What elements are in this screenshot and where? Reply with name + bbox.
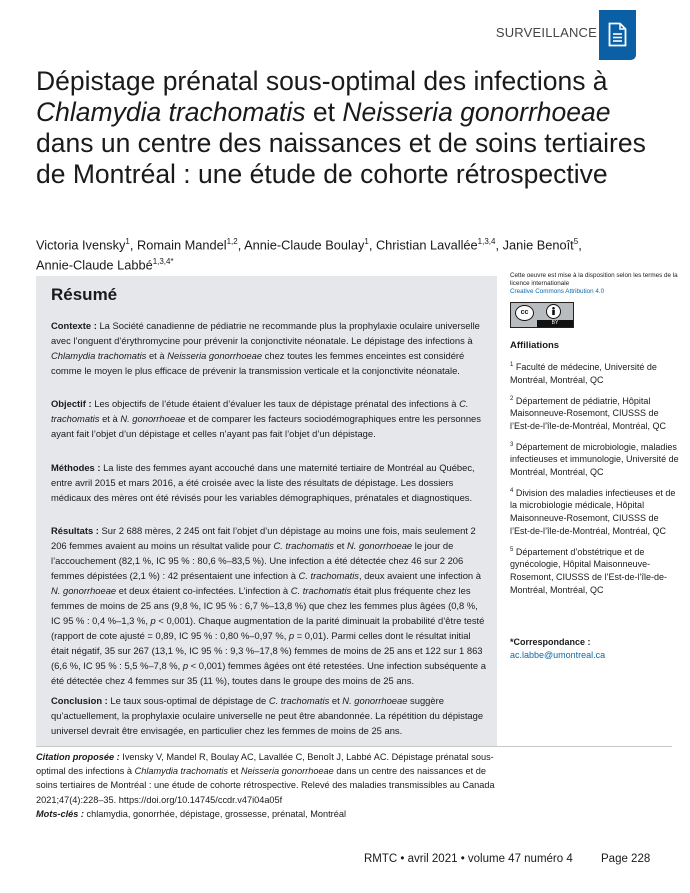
affiliation-number: 2 [510, 395, 514, 402]
p-value-symbol: p [150, 615, 156, 626]
abstract-contexte [51, 318, 486, 378]
author-affiliation-marker: 1,2 [226, 237, 238, 246]
species: C. trachomatis [273, 540, 334, 551]
p-value-symbol: p [288, 630, 295, 641]
section-label: Conclusion : [51, 695, 108, 706]
text: et à [146, 350, 168, 361]
affiliation-item [510, 485, 680, 538]
text: < 0,001) femmes âgées ont été retestées. Une infection subséquente a été détectée chez 4 femmes sur 35 (11 %), toutes dans le groupe des moins de 25 ans. [51, 660, 486, 686]
text: et [228, 766, 241, 777]
affiliation-item [510, 359, 680, 386]
species: Neisseria gonorrhoeae [240, 766, 334, 777]
author-name: Romain Mandel [136, 237, 227, 253]
section-label: SURVEILLANCE [495, 25, 597, 40]
affiliation-text: Faculté de médecine, Université de Montréal, Montréal, QC [510, 362, 657, 385]
affiliation-item [510, 544, 680, 597]
title-text: Dépistage prénatal sous-optimal des infections à [36, 66, 608, 96]
author-name: Annie-Claude Boulay [244, 237, 365, 253]
person-icon [546, 304, 561, 319]
author-affiliation-marker: 5 [573, 237, 579, 246]
text: Le taux sous-optimal de dépistage de [107, 695, 269, 706]
affiliations-heading: Affiliations [510, 340, 560, 352]
author-separator: , [129, 237, 137, 253]
abstract-resultats [51, 523, 486, 688]
p-value-symbol: p [182, 660, 189, 671]
section-label: Résultats : [51, 525, 99, 536]
text: , deux avaient une infection à [358, 570, 481, 581]
author-separator: , [237, 237, 245, 253]
affiliation-text: Département d’obstétrique et de gynécologie, Hôpital Maisonneuve-Rosemont, CIUSSS de l’Est-de-l’île-de-Montréal, Montréal, QC [510, 546, 668, 595]
text: et [333, 540, 347, 551]
affiliation-number: 3 [510, 441, 514, 448]
author-separator: , [495, 237, 503, 253]
suggested-citation [36, 750, 506, 821]
text: = 0,01). Parmi celles dont le résultat initial était négatif, 35 sur 267 (13,1 %, IC 95 % : 9,3 %–17,8 %) femmes de moins de 25 ans et 122 sur 1 863 (6,6 %, IC 95 % : 5,5 %–7,8 %, [51, 630, 483, 671]
affiliation-text: Département de pédiatrie, Hôpital Maisonneuve-Rosemont, CIUSSS de l’Est-de-l’île-de-Montréal, Montréal, QC [510, 395, 667, 431]
author-affiliation-marker: 1 [364, 237, 369, 246]
text: était plus fréquente chez les femmes de moins de 25 ans (9,8 %, IC 95 % : 6,7 %–13,8 %) que chez les femmes plus âgées (0,8 %, IC 95 % : 0,4 %–1,3 %, [51, 585, 478, 626]
author-name: Christian Lavallée [375, 237, 478, 253]
species: C. trachomatis [298, 570, 359, 581]
author-affiliation-marker: 1,3,4* [152, 257, 174, 267]
license-link[interactable]: Creative Commons Attribution 4.0 [510, 287, 605, 295]
affiliation-item [510, 393, 680, 433]
species: N. gonorrhoeae [51, 585, 117, 596]
abstract-objectif [51, 396, 486, 441]
author-separator: , [368, 237, 376, 253]
text: Sur 2 688 mères, 2 245 ont fait l’objet d’un dépistage au moins une fois, mais seulement 2 206 femmes avaient au moins un résultat valide pour [51, 525, 476, 551]
keywords: chlamydia, gonorrhée, dépistage, grossesse, prénatal, Montréal [84, 808, 346, 819]
cc-icon: cc [515, 305, 534, 321]
correspondence-email[interactable]: ac.labbe@umontreal.ca [510, 650, 606, 661]
text: dans un centre des naissances et de soins tertiaires de Montréal : une étude de cohorte rétrospective. Relevé des maladies transmissibles au Canada 2021;47(4):228–35. https://doi.org/10.14745/ccdr.v47i04a05f [36, 766, 495, 805]
text: < 0,001). Chaque augmentation de la parité diminuait la probabilité d’être testé (rapport de cote ajusté = 0,89, IC 95 % : 0,80 %–0,97 %, [51, 615, 485, 641]
author-name: Victoria Ivensky [36, 237, 126, 253]
text: chez toutes les femmes enceintes est considéré comme le moyen le plus efficace de prévenir la transmission verticale et la conjonctivite néonatale. [51, 350, 465, 376]
species: Chlamydia trachomatis [51, 350, 147, 361]
abstract-methodes [51, 460, 486, 505]
affiliation-text: Division des maladies infectieuses et de la microbiologie médicale, Hôpital Maisonneuve-Rosemont, CIUSSS de l’Est-de-l’île-de-Montréal, Montréal, QC [510, 487, 676, 536]
species: N. gonorrhoeae [120, 413, 186, 424]
license-text: Cette oeuvre est mise à la disposition selon les termes de la licence internationale [510, 272, 678, 287]
page-number: Page 228 [601, 853, 651, 865]
document-icon [608, 22, 627, 47]
author-separator: , [578, 237, 582, 253]
species: N. gonorrhoeae [342, 695, 408, 706]
text: et à [99, 413, 121, 424]
text: La Société canadienne de pédiatrie ne recommande plus la prophylaxie oculaire universelle avec l’onguent d’érythromycine pour prévenir la conjonctivite néonatale. Le dépistage des infections à [51, 320, 480, 346]
section-label: Contexte : [51, 320, 97, 331]
text: Ivensky V, Mandel R, Boulay AC, Lavallée C, Benoît J, Labbé AC. Dépistage prénatal sous-optimal des infections à [36, 752, 494, 777]
affiliations-list [510, 359, 680, 596]
text: La liste des femmes ayant accouché dans une maternité tertiaire de Montréal au Québec, entre avril 2015 et mars 2016, a été croisée avec la liste des résultats de dépistage. Les dossiers médicaux des mères ont été révisés pour les variables démographiques, prénatales et diagnostiques. [51, 462, 475, 503]
text: suggère qu’actuellement, la prophylaxie oculaire universelle ne peut être abandonnée. La répétition du dépistage universel devrait être envisagée, en particulier chez les femmes de moins de 25 ans. [51, 695, 484, 736]
title-conjunction: et [305, 97, 343, 127]
species: C. trachomatis [51, 398, 469, 424]
author-name: Annie-Claude Labbé [36, 257, 153, 273]
species: C. trachomatis [290, 585, 352, 596]
divider [36, 746, 672, 747]
journal-footer: RMTC • avril 2021 • volume 47 numéro 4 [364, 853, 573, 865]
text: Les objectifs de l’étude étaient d’évaluer les taux de dépistage prénatal des infections à [91, 398, 460, 409]
species: N. gonorrhoeae [347, 540, 413, 551]
author-affiliation-marker: 1,3,4 [477, 237, 496, 246]
species: C. trachomatis [268, 695, 330, 706]
affiliation-text: Département de microbiologie, maladies infectieuses et immunologie, Université de Montréal, Montréal, QC [510, 441, 679, 478]
title-species-2: Neisseria gonorrhoeae [342, 97, 611, 127]
citation-label: Citation proposée : [36, 752, 120, 762]
cc-by-badge[interactable] [510, 302, 574, 328]
license-notice [510, 272, 680, 295]
author-name: Janie Benoît [502, 237, 574, 253]
text: le jour de l’accouchement (82,1 %, IC 95 % : 80,6 %–83,5 %). Une infection a été détectée chez 46 sur 2 206 femmes dépistées (2,1 %) : 42 présentaient une infection à [51, 540, 464, 581]
title-rest: dans un centre des naissances et de soins tertiaires de Montréal : une étude de cohorte rétrospective [36, 128, 646, 189]
affiliation-item [510, 439, 680, 479]
section-badge [599, 10, 636, 60]
author-list [36, 233, 676, 274]
author-affiliation-marker: 1 [125, 237, 130, 246]
section-label: Objectif : [51, 398, 92, 409]
sidebar [510, 272, 680, 662]
correspondence-label: *Correspondance : [510, 637, 591, 648]
text: et de comparer les facteurs sociodémographiques entre les personnes ayant fait l’objet d’un dépistage et celles n’ayant pas fait l’objet d’un dépistage. [51, 413, 481, 439]
abstract-conclusion [51, 693, 486, 738]
keywords-label: Mots-clés : [36, 808, 84, 819]
affiliation-number: 4 [510, 487, 514, 494]
affiliation-number: 1 [510, 362, 514, 369]
article-title [36, 66, 666, 190]
abstract-heading: Résumé [51, 285, 118, 304]
species: Chlamydia trachomatis [134, 766, 229, 777]
affiliation-number: 5 [510, 546, 514, 553]
text: et [329, 695, 343, 706]
abstract-box [36, 276, 497, 746]
text: et deux étaient co-infectées. L’infection à [116, 585, 291, 596]
section-label: Méthodes : [51, 462, 101, 473]
by-label: BY [537, 320, 573, 327]
title-species-1: Chlamydia trachomatis [36, 97, 306, 127]
species: Neisseria gonorrhoeae [167, 350, 263, 361]
